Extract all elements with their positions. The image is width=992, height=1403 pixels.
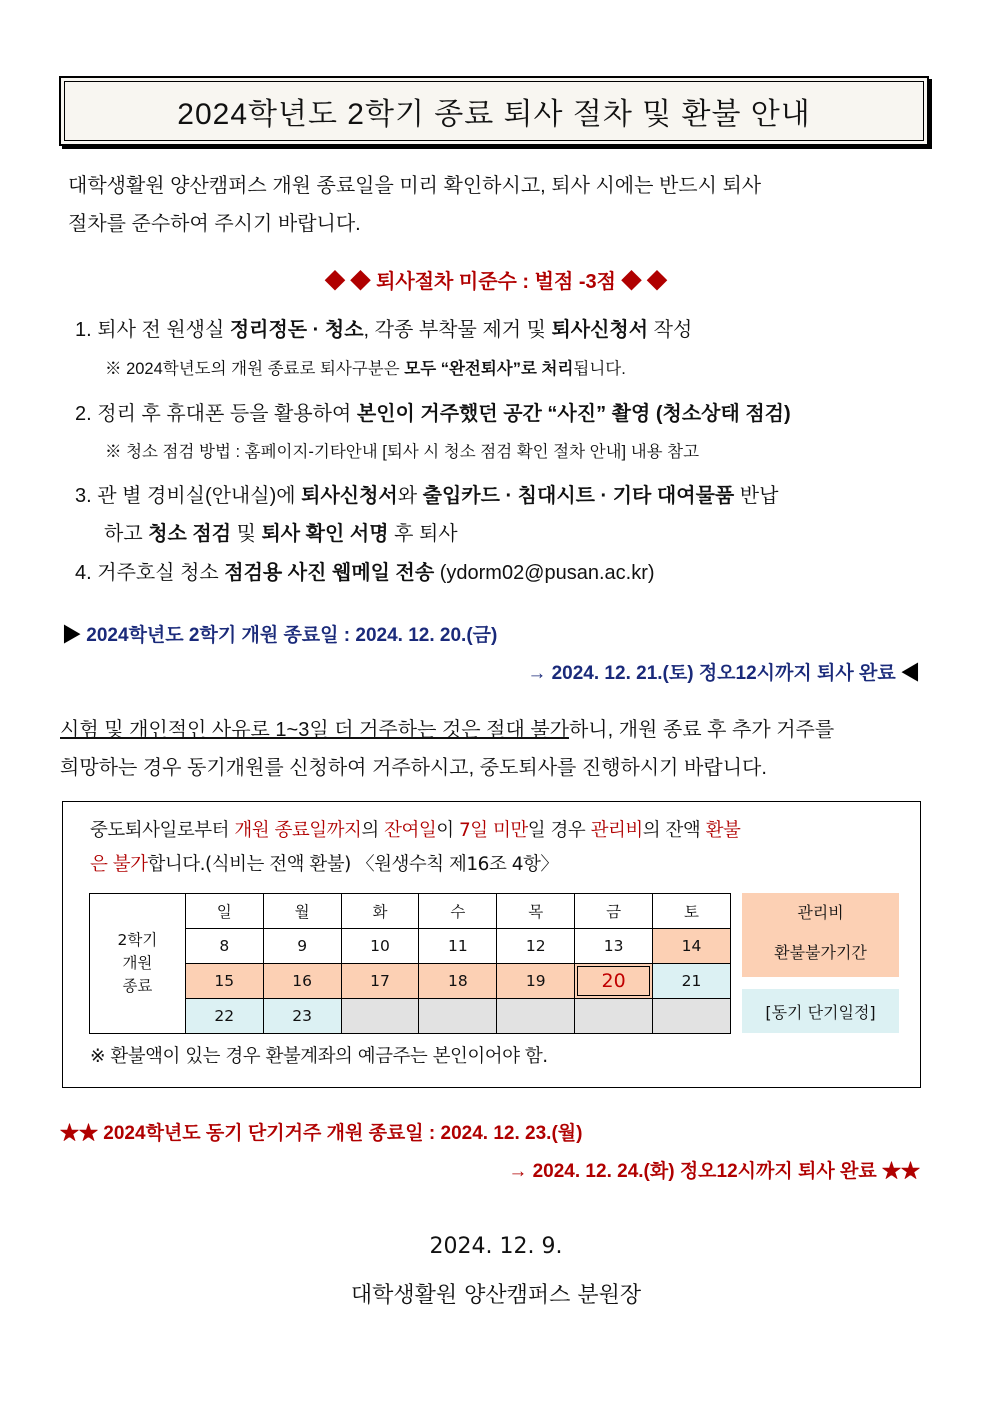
calendar-day: 12: [497, 929, 575, 964]
step-emphasis: 출입카드 · 침대시트 · 기타 대여물품: [422, 485, 735, 507]
step-text: 관 별 경비실(안내실)에: [91, 485, 302, 507]
refund-footnote: ※ 환불액이 있는 경우 환불계좌의 예금주는 본인이어야 함.: [90, 1046, 548, 1067]
intro-line-1: 대학생활원 양산캠퍼스 개원 종료일을 미리 확인하시고, 퇴사 시에는 반드시 퇴사: [68, 175, 762, 197]
refund-highlight: 개원 종료일까지: [234, 820, 362, 841]
weekday-mon: 월: [263, 894, 341, 929]
penalty-warning: [0, 265, 992, 294]
legend-winter: [동기 단기일정]: [742, 989, 899, 1033]
semester-end-date: [62, 620, 497, 647]
step-4: [75, 555, 655, 591]
step-text: 및: [231, 523, 262, 545]
stay-notice: [60, 711, 940, 787]
refund-rule-line-1: [90, 814, 910, 848]
weekday-wed: 수: [419, 894, 497, 929]
refund-text: 의: [361, 820, 385, 841]
calendar-day-winter: 22: [185, 999, 263, 1034]
weekday-sat: 토: [653, 894, 731, 929]
calendar-day-no-refund: 15: [185, 964, 263, 999]
step-emphasis: 퇴사신청서: [301, 485, 398, 507]
note-text: ※ 2024학년도의 개원 종료로 퇴사구분은: [105, 360, 405, 378]
winter-checkout-text: → 2024. 12. 24.(화) 정오12시까지 퇴사 완료: [508, 1161, 877, 1182]
issue-date: 2024. 12. 9.: [429, 1234, 563, 1259]
row-label-line: 2학기: [117, 931, 158, 949]
calendar-day-end-date: [575, 964, 653, 999]
calendar-day-no-refund: 14: [653, 929, 731, 964]
email-address: (ydorm02@pusan.ac.kr): [434, 562, 655, 584]
title-box: [59, 76, 929, 146]
note-text: 됩니다.: [573, 360, 626, 378]
note-emphasis: 모두 “완전퇴사”로 처리: [404, 360, 574, 378]
step-text: 정리 후 휴대폰 등을 활용하여: [91, 403, 357, 425]
penalty-text: 퇴사절차 미준수 : 벌점 -3점: [376, 271, 616, 293]
calendar-day-empty: [419, 999, 497, 1034]
refund-highlight: 은 불가: [90, 854, 148, 875]
checkout-deadline: [527, 658, 920, 685]
triangle-left-icon: ◀: [900, 663, 920, 684]
issuer-org: 대학생활원 양산캠퍼스 분원장: [350, 1283, 642, 1308]
refund-text: 이: [436, 820, 459, 841]
refund-rule: [90, 814, 910, 882]
stay-notice-text: 하니, 개원 종료 후 추가 거주를: [568, 719, 835, 741]
weekday-thu: 목: [497, 894, 575, 929]
step-text: 작성: [648, 319, 693, 341]
calendar-day-no-refund: 17: [341, 964, 419, 999]
calendar-day-winter: 23: [263, 999, 341, 1034]
calendar-day-empty: [497, 999, 575, 1034]
refund-highlight: 관리비: [590, 820, 643, 841]
step-emphasis: 본인이 거주했던 공간 “사진” 촬영 (청소상태 점검): [356, 403, 791, 425]
calendar-week-row: [90, 964, 731, 999]
step-emphasis: 정리정돈 · 청소: [229, 319, 364, 341]
step-text: 퇴사 전 원생실: [91, 319, 230, 341]
refund-text: 중도퇴사일로부터: [90, 820, 235, 841]
refund-highlight: 7일 미만: [459, 820, 528, 841]
star-icon: ★★: [881, 1161, 920, 1182]
step-text: , 각종 부착물 제거 및: [363, 319, 552, 341]
calendar-day-empty: [341, 999, 419, 1034]
star-icon: ★★: [60, 1123, 99, 1144]
refund-text: 합니다.(식비는 전액 환불) 〈원생수칙 제16조 4항〉: [147, 854, 559, 875]
legend-no-refund: [742, 893, 899, 977]
intro-paragraph: [68, 167, 928, 243]
refund-highlight: 잔여일: [384, 820, 437, 841]
winter-end-text: 2024학년도 동기 단기거주 개원 종료일 : 2024. 12. 23.(월): [103, 1123, 583, 1144]
calendar-day-empty: [575, 999, 653, 1034]
step-number: 2.: [75, 403, 92, 425]
step-emphasis: 퇴사신청서: [551, 319, 649, 341]
stay-notice-underlined: 시험 및 개인적인 사유로 1~3일 더 거주하는 것은 절대 불가: [60, 719, 569, 741]
refund-rule-line-2: [90, 848, 910, 882]
calendar-week-row: [90, 999, 731, 1034]
refund-text: 일 경우: [527, 820, 591, 841]
calendar-row-label: [90, 894, 186, 1034]
step-number: 4.: [75, 562, 92, 584]
step-number: 3.: [75, 485, 92, 507]
calendar-day-winter: 21: [653, 964, 731, 999]
step-emphasis: 점검용 사진 웹메일 전송: [224, 562, 435, 584]
calendar-day-empty: [653, 999, 731, 1034]
step-1: [75, 312, 692, 348]
calendar-day: 13: [575, 929, 653, 964]
step-1-note: [105, 354, 626, 384]
weekday-tue: 화: [341, 894, 419, 929]
legend-no-refund-line-2: 환불불가기간: [774, 943, 867, 962]
page-title: 2024학년도 2학기 종료 퇴사 절차 및 환불 안내: [177, 98, 811, 131]
stay-notice-line-1: [60, 711, 940, 749]
calendar-header-row: [90, 894, 731, 929]
winter-end-date: [60, 1118, 582, 1145]
calendar-day: 10: [341, 929, 419, 964]
row-label-line: 개원: [122, 954, 153, 972]
weekday-fri: 금: [575, 894, 653, 929]
refund-highlight: 환불: [705, 820, 741, 841]
intro-line-2: 절차를 준수하여 주시기 바랍니다.: [68, 213, 361, 235]
refund-text: 의 잔액: [642, 820, 706, 841]
step-emphasis: 퇴사 확인 서명: [261, 523, 389, 545]
triangle-right-icon: ▶: [62, 625, 82, 646]
calendar-day: 8: [185, 929, 263, 964]
step-emphasis: 청소 점검: [148, 523, 232, 545]
legend-no-refund-line-1: 관리비: [797, 903, 844, 922]
step-number: 1.: [75, 319, 92, 341]
step-3: [75, 478, 778, 514]
step-2-note: ※ 청소 점검 방법 : 홈페이지-기타안내 [퇴사 시 청소 점검 확인 절차 안내] 내용 참고: [105, 443, 700, 461]
step-text: 후 퇴사: [388, 523, 458, 545]
row-label-line: 종료: [122, 977, 153, 995]
diamond-icon: ◆ ◆: [621, 271, 668, 293]
diamond-icon: ◆ ◆: [324, 271, 371, 293]
calendar-day-no-refund: 18: [419, 964, 497, 999]
end-date-highlight: 20: [577, 966, 650, 996]
step-text: 반납: [734, 485, 779, 507]
calendar-table: [89, 893, 731, 1034]
step-3-line-2: [104, 516, 458, 552]
step-text: 와: [397, 485, 423, 507]
calendar-day-no-refund: 19: [497, 964, 575, 999]
step-2: [75, 396, 791, 432]
semester-end-text: 2024학년도 2학기 개원 종료일 : 2024. 12. 20.(금): [86, 625, 498, 646]
calendar-day: 11: [419, 929, 497, 964]
calendar-day: 9: [263, 929, 341, 964]
weekday-sun: 일: [185, 894, 263, 929]
checkout-deadline-text: → 2024. 12. 21.(토) 정오12시까지 퇴사 완료: [527, 663, 896, 684]
calendar-day-no-refund: 16: [263, 964, 341, 999]
step-text: 하고: [104, 523, 149, 545]
step-text: 거주호실 청소: [91, 562, 225, 584]
winter-checkout-deadline: [508, 1156, 920, 1183]
stay-notice-line-2: 희망하는 경우 동기개원를 신청하여 거주하시고, 중도퇴사를 진행하시기 바랍니다.: [60, 757, 767, 779]
calendar-week-row: [90, 929, 731, 964]
